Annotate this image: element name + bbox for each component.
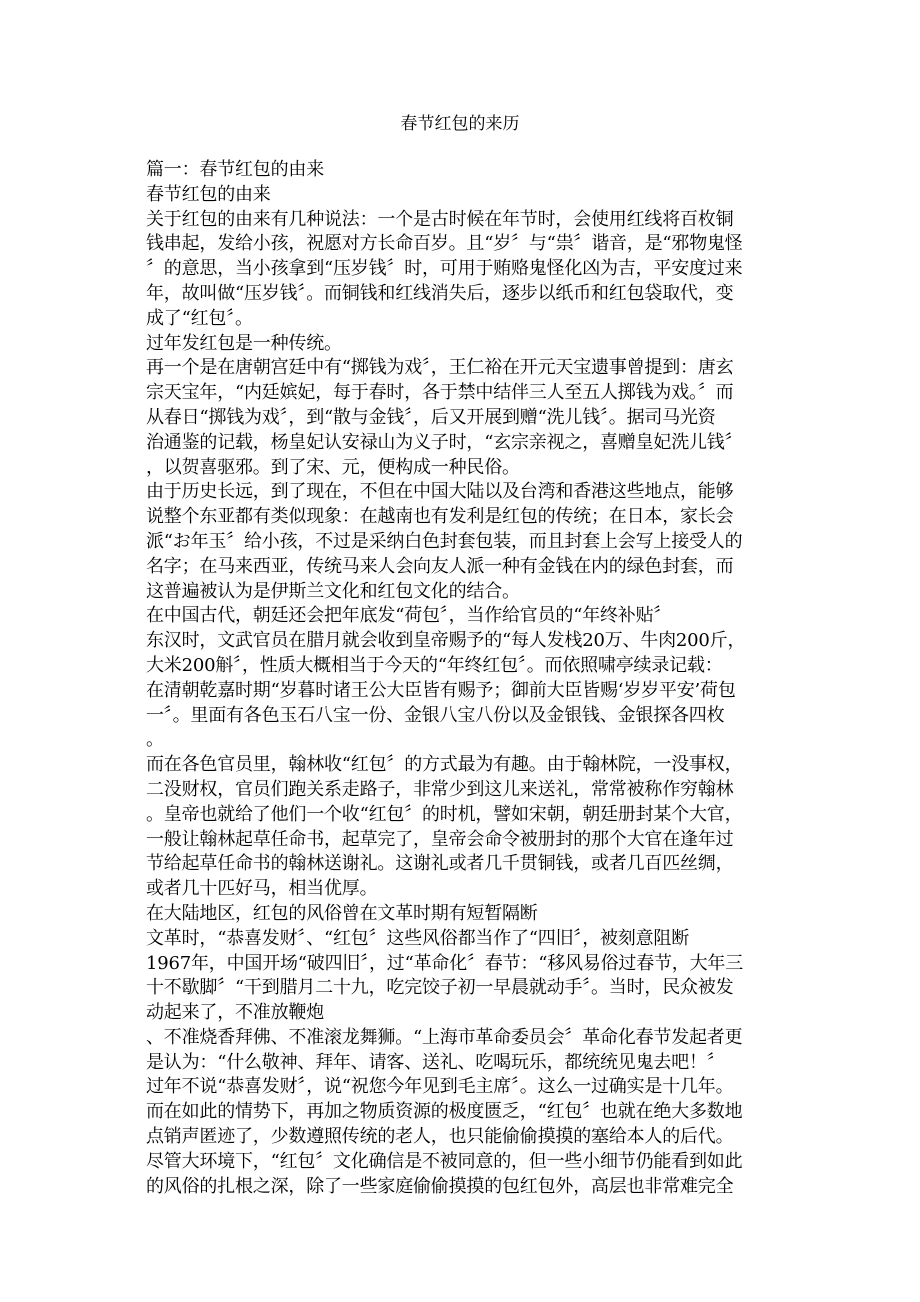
text-line: 十不歇脚〞“干到腊月二十九，吃完饺子初一早晨就动手〞。当时，民众被发	[146, 977, 734, 999]
text-line: 年，故叫做“压岁钱〞。而铜钱和红线消失后，逐步以纸币和红包袋取代，变	[146, 282, 734, 304]
text-line: 说整个东亚都有类似现象：在越南也有发利是红包的传统；在日本，家长会	[146, 506, 734, 528]
text-line: 篇一：春节红包的由来	[146, 159, 324, 180]
text-line: 春节红包的由来	[146, 183, 271, 205]
text-line: 钱串起，发给小孩，祝愿对方长命百岁。且“岁〞与“祟〞谐音，是“邪物鬼怪	[146, 233, 743, 255]
text-line: 一〞。里面有各色玉石八宝一份、金银八宝八份以及金银钱、金银探各四枚	[146, 704, 725, 726]
text-line: 名字；在马来西亚，传统马来人会向友人派一种有金钱在内的绿色封套，而	[146, 555, 734, 577]
text-line: 大米200斛〞，性质大概相当于今天的“年终红包〞。而依照啸亭续录记载：	[146, 654, 723, 676]
document-title: 春节红包的来历	[400, 114, 520, 134]
text-line: 东汉时，文武官员在腊月就会收到皇帝赐予的“每人发栈20万、牛肉200斤，	[146, 630, 746, 652]
text-line: 节给起草任命书的翰林送谢礼。这谢礼或者几千贯铜钱，或者几百匹丝绸，	[146, 853, 734, 875]
text-line: 动起来了，不准放鞭炮	[146, 1002, 324, 1024]
text-line: 尽管大环境下，“红包〞文化确信是不被同意的，但一些小细节仍能看到如此	[146, 1150, 743, 1172]
text-line: 成了“红包〞。	[146, 307, 253, 329]
text-line: 。皇帝也就给了他们一个收“红包〞的时机，譬如宋朝，朝廷册封某个大官，	[146, 803, 743, 825]
text-line: 文革时，“恭喜发财〞、“红包〞这些风俗都当作了“四旧〞，被刻意阻断	[146, 927, 690, 949]
text-line: 、不准烧香拜佛、不准滚龙舞狮。“上海市革命委员会〞革命化春节发起者更	[146, 1026, 743, 1048]
text-line: 是认为：“什么敬神、拜年、请客、送礼、吃喝玩乐，都统统见鬼去吧！〞	[146, 1051, 725, 1073]
text-line: 派“お年玉〞给小孩，不过是采纳白色封套包装，而且封套上会写上接受人的	[146, 530, 743, 552]
text-line: 点销声匿迹了，少数遵照传统的老人，也只能偷偷摸摸的塞给本人的后代。	[146, 1126, 734, 1148]
text-line: 在大陆地区，红包的风俗曾在文革时期有短暂隔断	[146, 902, 538, 924]
text-line: 二没财权，官员们跑关系走路子，非常少到这儿来送礼，常常被称作穷翰林	[146, 778, 734, 800]
text-line: 这普遍被认为是伊斯兰文化和红包文化的结合。	[146, 580, 520, 602]
text-line: 过年发红包是一种传统。	[146, 332, 342, 354]
document-body	[146, 158, 772, 1199]
text-line: 而在各色官员里，翰林收“红包〞的方式最为有趣。由于翰林院，一没事权，	[146, 754, 743, 776]
text-line: 由于历史长远，到了现在，不但在中国大陆以及台湾和香港这些地点，能够	[146, 481, 734, 503]
text-line: 1967年，中国开场“破四旧〞，过“革命化〞春节：“移风易俗过春节，大年三	[146, 952, 744, 974]
text-line: 一般让翰林起草任命书，起草完了，皇帝会命令被册封的那个大官在逢年过	[146, 828, 734, 850]
text-line: 或者几十匹好马，相当优厚。	[146, 878, 378, 900]
text-line: 宗天宝年，“内廷嫔妃，每于春时，各于禁中结伴三人至五人掷钱为戏。〞而	[146, 382, 734, 404]
text-line: ，以贺喜驱邪。到了宋、元，便构成一种民俗。	[146, 456, 520, 478]
text-line: 而在如此的情势下，再加之物质资源的极度匮乏，“红包〞也就在绝大多数地	[146, 1101, 743, 1123]
text-line: 治通鉴的记载，杨皇妃认安禄山为义子时，“玄宗亲视之，喜赠皇妃洗儿钱〞	[146, 431, 743, 453]
text-line: 再一个是在唐朝宫廷中有“掷钱为戏〞，王仁裕在开元天宝遗事曾提到：唐玄	[146, 357, 734, 379]
text-line: 。	[146, 729, 164, 751]
text-line: 关于红包的由来有几种说法：一个是古时候在年节时，会使用红线将百枚铜	[146, 208, 734, 230]
text-line: 〞的意思，当小孩拿到“压岁钱〞时，可用于贿赂鬼怪化凶为吉，平安度过来	[146, 258, 743, 280]
text-line: 在清朝乾嘉时期“岁暮时诸王公大臣皆有赐予；御前大臣皆赐‘岁岁平安’荷包	[146, 679, 736, 701]
text-line: 过年不说“恭喜发财〞，说“祝您今年见到毛主席〞。这么一过确实是十几年。	[146, 1076, 734, 1098]
text-line: 从春日“掷钱为戏〞，到“散与金钱〞，后又开展到赠“洗儿钱〞。据司马光资	[146, 406, 716, 428]
text-line: 的风俗的扎根之深，除了一些家庭偷偷摸摸的包红包外，高层也非常难完全	[146, 1175, 734, 1197]
text-line: 在中国古代，朝廷还会把年底发“荷包〞，当作给官员的“年终补贴〞	[146, 605, 672, 627]
